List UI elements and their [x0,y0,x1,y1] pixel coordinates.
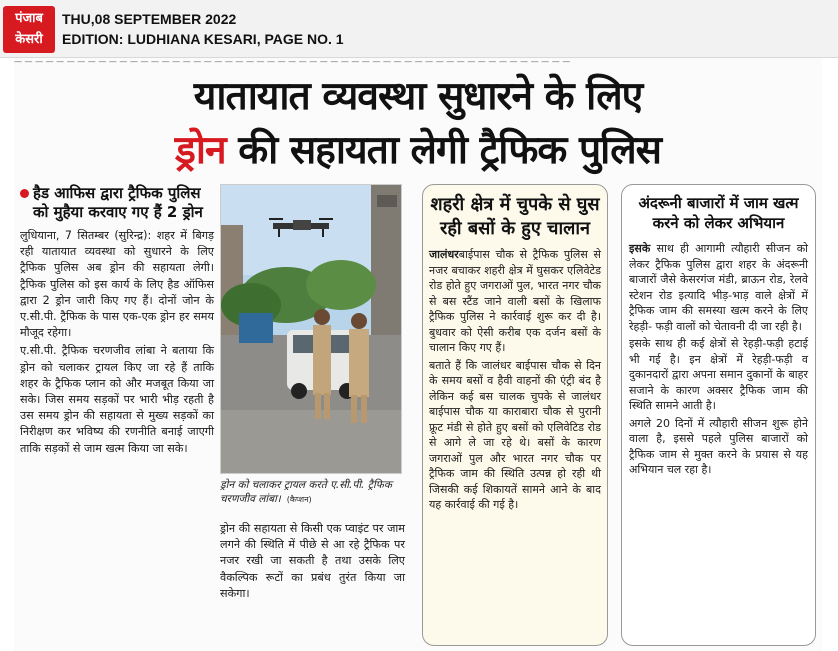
paragraph [629,241,808,334]
paragraph-text: शहर में बिगड़ रही यातायात व्यवस्था को सुधारने के लिए ट्रैफिक पुलिस अब ड्रोन की सहायता लेगी। ट्रैफिक पुलिस को इस कार्य के लिए हैड ऑफिस द्वारा 2 ड्रोन जारी किए गए हैं। दोनों जोन के ए.सी.पी. ट्रैफिक के पास एक-एक ड्रोन हर समय मौजूद रहेगा। [20,229,214,340]
headline-line-2-rest: की सहायता लेगी ट्रैफिक पुलिस [238,128,662,173]
photo-caption [220,478,402,507]
paragraph: ड्रोन की सहायता से किसी एक प्वाइंट पर जाम लगने की स्थिति में पीछे से आ रहे ट्रैफिक पर नजर रखी जा सकती है तथा उसके लिए वैकल्पिक रूटों का प्रबंध तुरंत किया जा सकेगा। [220,522,405,600]
logo-line-2: केसरी [15,32,43,47]
lead-word: जालंधर [429,248,459,261]
publication-date: THU,08 SEPTEMBER 2022 [62,11,237,27]
paragraph [429,247,601,356]
headline-line-2 [14,128,822,174]
paragraph [20,228,214,341]
article-body-1 [20,228,214,457]
punjab-kesari-logo [3,6,55,53]
sidebar-body [629,241,808,478]
sidebar-story-buses [422,184,608,646]
sidebar-title: अंदरूनी बाजारों में जाम खत्म करने को लेकर अभियान [638,194,799,232]
logo-line-1: पंजाब [15,11,43,26]
bullet-dot-icon [20,189,29,198]
paragraph: बताते हैं कि जालंधर बाईपास चौक से दिन के समय बसों व हैवी वाहनों की एंट्री बंद है लेकिन कई बस चालक चुपके से जालंधर बाईपास चौक या काराबारा चौक से पुरानी फ्रूट मंडी से होते हुए बसों को एलिवेटिड रोड से आगे ले जा रहे थे। बसों के कारण जगराओं पुल और भारत नगर चौक पर ट्रैफिक जाम की स्थिति उत्पन्न हो रही थी जिसकी कई शिकायतें सामने आने के बाद यह कार्रवाई की गई है। [429,358,601,511]
caption-text: ड्रोन को चलाकर ट्रायल करते ए.सी.पी. ट्रैफिक चरणजीव लांबा। [220,479,392,505]
sidebar-title: शहरी क्षेत्र में चुपके से घुस रही बसों के हुए चालान [430,194,600,239]
headline-line-1: यातायात व्यवस्था सुधारने के लिए [193,74,643,119]
paragraph: इसके साथ ही कई क्षेत्रों से रेहड़ी-फड़ी हटाई भी गई है। इन क्षेत्रों में रेहड़ी-फड़ी व दुकानदारों द्वारा अपना समान दुकानों के बाहर सजाने के कारण अक्सर ट्रैफिक जाम की स्थिति सामने आती है। [629,337,808,412]
newspaper-clipping [14,58,822,651]
paragraph-text: साथ ही आगामी त्यौहारी सीजन को लेकर ट्रैफिक पुलिस द्वारा शहर के अंदरूनी बाजारों जैसे केसरगंज मंडी, ब्राऊन रोड, रेलवे स्टेशन रोड इत्यादि भीड़-भाड़ वाले क्षेत्रों में ट्रैफिक जाम की समस्या खत्म करने के लिए रेहड़ी- फड़ी वालों को चेतावनी दी जा रही है। [629,242,808,333]
dateline: लुधियाना, 7 सितम्बर (सुरिन्द्र): [20,229,152,242]
kicker-text: हैड आफिस द्वारा ट्रैफिक पुलिस को मुहैया करवाए गए हैं 2 ड्रोन [33,184,203,221]
lead-word: इसके [629,242,651,255]
cropped-previous-text: — — — — — — — — — — — — — — — — — — — — — — — — — — — — — — — — — — — — — — — — — — — — — — — — — — — — — [14,58,571,66]
edition-page: EDITION: LUDHIANA KESARI, PAGE NO. 1 [62,31,344,47]
sidebar-story-markets [621,184,816,646]
article-body-2 [220,521,405,602]
page-header [0,0,838,58]
edition-info [62,9,344,49]
paragraph: ए.सी.पी. ट्रैफिक चरणजीव लांबा ने बताया कि ड्रोन को चलाकर ट्रायल किए जा रहे हैं ताकि शहर के ट्रैफिक प्लान को और मजबूत किया जा सके। जिस समय सड़कों पर भारी भीड़ रहती है उस समय ड्रोन की सहायता से मुख्य सड़कों का निरीक्षण कर भविष्य की रणनीति बनाई जाएगी ताकि सड़कों से जाम खत्म किया जा सके। [20,344,214,455]
paragraph-text: बाईपास चौक से ट्रैफिक पुलिस से नजर बचाकर शहरी क्षेत्र में घुसकर एलिवेटेड रोड होते हुए जगराओं पुल, भारत नगर चौक से बस स्टैंड जाने वाली बसों के खिलाफ ट्रैफिक पुलिस ने कार्रवाई शुरू कर दी है। बुधवार को ऐसी करीब एक दर्जन बसों के चालान किए गए हैं। [429,248,601,354]
paragraph: अगले 20 दिनों में त्यौहारी सीजन शुरू होने वाला है, इससे पहले पुलिस बाजारों को ट्रैफिक जाम से मुक्त करने के प्रयास से यह अभियान चल रहा है। [629,416,808,476]
drone-trial-photo [220,184,402,474]
photo-illustration [221,185,402,474]
sidebar-body [429,247,601,513]
article-kicker [20,184,214,222]
headline-highlight: ड्रोन [174,128,226,173]
article-column-1 [20,184,214,457]
photo-credit: (कैप्शन) [286,495,312,504]
